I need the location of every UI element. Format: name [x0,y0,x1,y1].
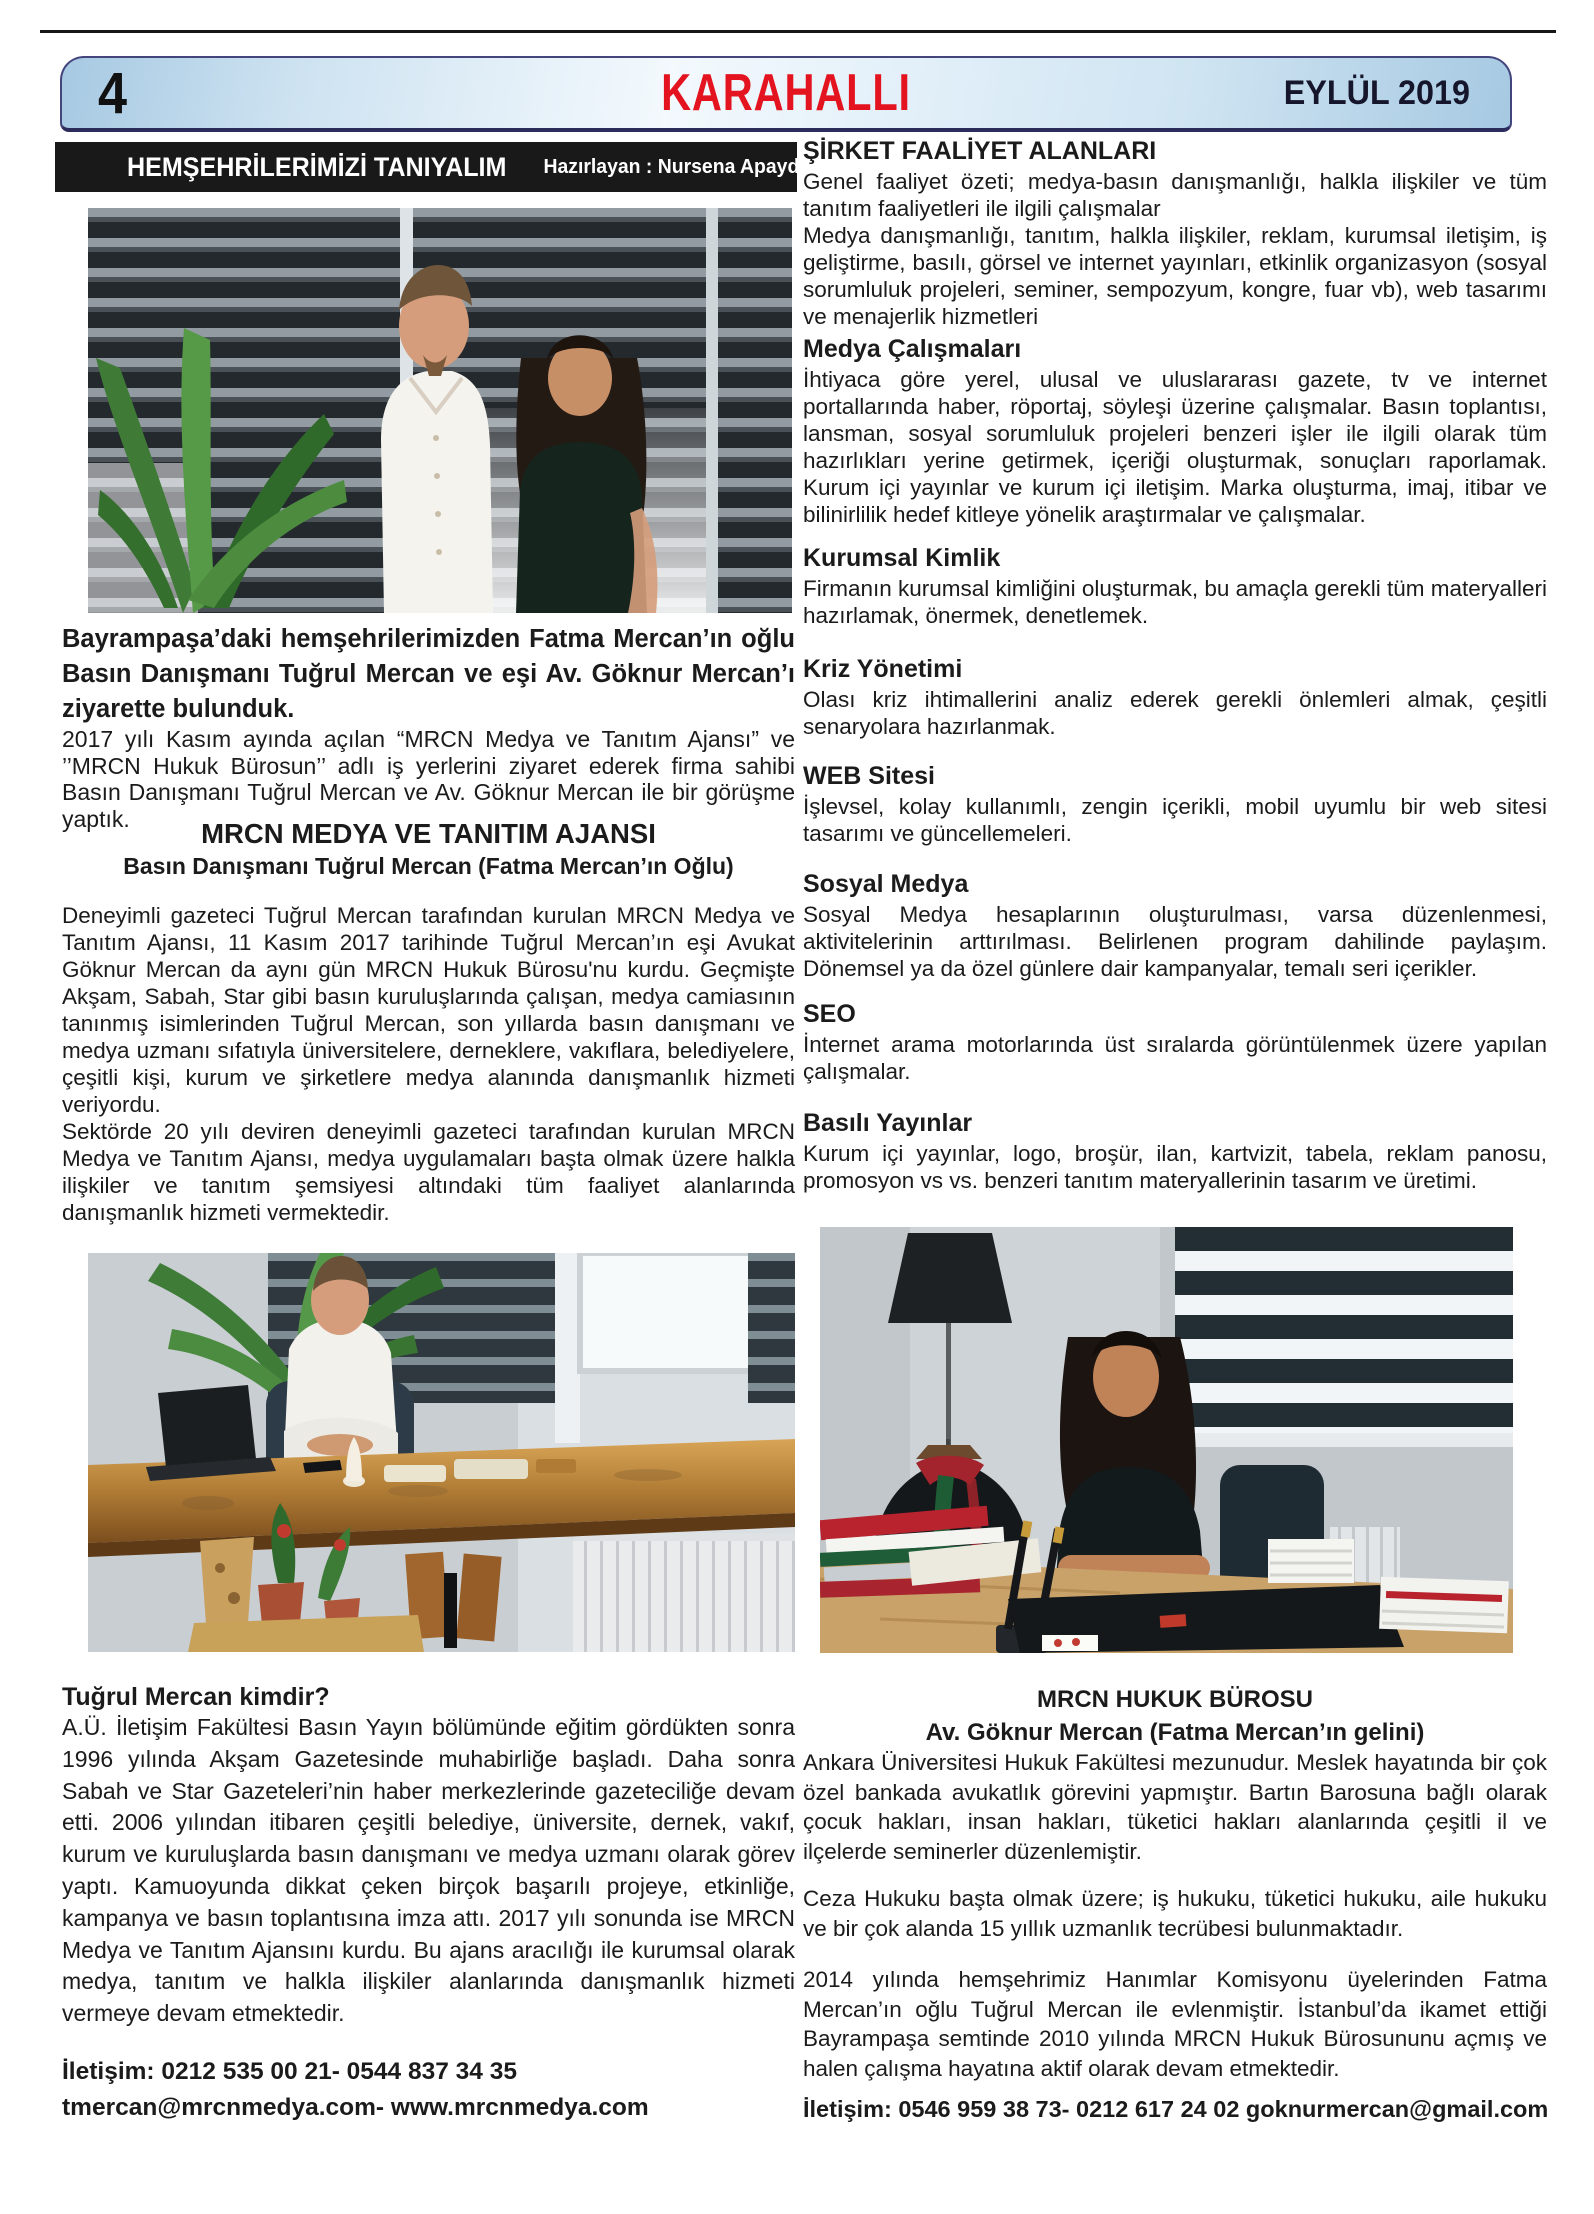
section-body: Firmanın kurumsal kimliğini oluşturmak, bu amaçla gerekli tüm materyalleri hazırlamak, önermek, denetlemek. [803,576,1547,628]
page-banner [60,56,1512,132]
photo3-caption [803,1683,1547,1749]
intro-paragraph: 2017 yılı Kasım ayında açılan “MRCN Medya ve Tanıtım Ajansı” ve ’’MRCN Hukuk Bürosun’’ adlı iş yerlerini ziyaret ederek firma sahibi Basın Danışmanı Tuğrul Mercan ve Av. Göknur Mercan ile bir görüşme yaptık. [62,726,795,832]
photo3-caption-line1: MRCN HUKUK BÜROSU [1037,1686,1313,1713]
section-bar [55,142,817,192]
section-body: İşlevsel, kolay kullanımlı, zengin içerikli, mobil uyumlu bir web sitesi tasarımı ve güncellemeleri. [803,794,1547,846]
right-section [803,871,1547,982]
section-heading: SEO [803,1000,856,1028]
section-body: İhtiyaca göre yerel, ulusal ve uluslararası gazete, tv ve internet portallarında haber, röportaj, söyleşi üzerine çalışmalar. Basın toplantısı, lansman, sosyal sorumluluk projeleri benzeri işler ile ilgili olarak tüm hazırlıkları yerine getirmek, içeriği oluşturmak, sonuçları raporlamak. Kurum içi yayınlar ve kurum içi iletişim. Marka oluşturma, imaj, itibar ve bilinirlilik hedef kitleye yönelik araştırmalar ve çalışmalar. [803,367,1547,527]
agency-heading: MRCN MEDYA VE TANITIM AJANSI [201,818,656,849]
contact-left-phones: İletişim: 0212 535 00 21- 0544 837 34 35 [62,2058,517,2085]
section-body: İnternet arama motorlarında üst sıralarda görüntülenmek üzere yapılan çalışmalar. [803,1032,1547,1084]
hukuk-paragraph-3: 2014 yılında hemşehrimiz Hanımlar Komisyonu üyelerinden Fatma Mercan’ın oğlu Tuğrul Mercan ile evlenmiştir. İstanbul’da ikamet ettiği Bayrampaşa semtinde 2010 yılında MRCN Hukuk Bürosununu açmış ve halen çalışma hayatına aktif olarak devam etmektedir. [803,1967,1547,2081]
section-heading: Basılı Yayınlar [803,1109,973,1137]
hukuk-article [803,1748,1547,2083]
section-body: Medya danışmanlığı, tanıtım, halkla ilişkiler, reklam, kurumsal iletişim, iş geliştirme, basılı, görsel ve internet yayınları, etkinlik organizasyon (sosyal sorumluluk projeleri, seminer, sempozyum, kongre, fuar vb), web tasarımı ve menajerlik hizmetleri [803,223,1547,329]
agency-article-p2: Sektörde 20 yılı deviren deneyimli gazeteci tarafından kurulan MRCN Medya ve Tanıtım Ajansı, medya uygulamaları başta olmak üzere halkla ilişkiler ve tanıtım şemsiyesi altındaki tüm faaliyet alanlarında danışmanlık hizmeti vermektedir. [62,1119,795,1225]
section-body: Sosyal Medya hesaplarının oluşturulması, varsa düzenlenmesi, aktivitelerinin arttırılması. Belirlenen program dahilinde paylaşım. Dönemsel ya da özel günlere dair kampanyalar, temalı seri içerikler. [803,902,1547,981]
right-section [803,138,1547,330]
section-body: Genel faaliyet özeti; medya-basın danışmanlığı, halkla ilişkiler ve tüm tanıtım faaliyetleri ile ilgili çalışmalar [803,169,1547,221]
right-section [803,336,1547,528]
woman-figure [516,335,657,613]
kimdir-heading: Tuğrul Mercan kimdir? [62,1683,330,1711]
hukuk-paragraph-2: Ceza Hukuku başta olmak üzere; iş hukuku, tüketici hukuku, aile hukuku ve bir çok alanda 15 yıllık uzmanlık tecrübesi bulunmaktadır. [803,1886,1547,1941]
contact-right: İletişim: 0546 959 38 73- 0212 617 24 02 goknurmercan@gmail.com [803,2096,1549,2122]
contact-left-web: tmercan@mrcnmedya.com- www.mrcnmedya.com [62,2093,649,2121]
window-blinds [1175,1227,1513,1447]
right-section [803,1001,1547,1085]
top-rule [40,30,1556,33]
radiator [573,1537,795,1652]
section-body: Olası kriz ihtimallerini analiz ederek gerekli önlemleri almak, çeşitli senaryolara hazırlanmak. [803,687,1547,739]
section-heading: Medya Çalışmaları [803,335,1022,363]
flower-card [1042,1635,1098,1651]
agency-article-p1: Deneyimli gazeteci Tuğrul Mercan tarafından kurulan MRCN Medya ve Tanıtım Ajansı, 11 Kasım 2017 tarihinde Tuğrul Mercan’ın eşi Avukat Göknur Mercan da aynı gün MRCN Hukuk Bürosu'nu kurdu. Geçmişte Akşam, Sabah, Star gibi basın kuruluşlarında çalışan, medya camiasının tanınmış isimlerinden Tuğrul Mercan, son yıllarda basın danışmanı ve medya uzmanı sıfatıyla üniversitelere, derneklere, vakıflara, belediyelere, çeşitli kişi, kurum ve şirketlere medya alanında danışmanlık hizmeti veriyordu. [62,903,795,1117]
right-section [803,763,1547,847]
right-section [803,545,1547,629]
section-heading: ŞİRKET FAALİYET ALANLARI [803,137,1157,165]
issue-date: EYLÜL 2019 [1283,73,1470,112]
section-heading: Kurumsal Kimlik [803,544,1001,572]
section-body: Kurum içi yayınlar, logo, broşür, ilan, kartvizit, tabela, reklam panosu, promosyon vs vs. benzeri tanıtım materyallerinin tasarım ve üretimi. [803,1141,1547,1193]
page-number: 4 [98,60,128,126]
photo3-caption-line2: Av. Göknur Mercan (Fatma Mercan’ın gelini) [925,1719,1425,1746]
photo-caption: Bayrampaşa’daki hemşehrilerimizden Fatma Mercan’ın oğlu Basın Danışmanı Tuğrul Mercan ve eşi Av. Göknur Mercan’ı ziyarette bulunduk. [62,625,795,723]
agency-article [62,902,795,1226]
section-bar-byline: Hazırlayan : Nursena Apaydın [543,155,817,178]
photo-woman-desk [820,1227,1513,1653]
right-section [803,656,1547,740]
newspaper-title: KARAHALLI [661,64,911,122]
photo-man-desk [88,1253,795,1652]
kimdir-paragraph: A.Ü. İletişim Fakültesi Basın Yayın bölümünde eğitim gördükten sonra 1996 yılında Akşam Gazetesinde muhabirliğe başladı. Daha sonra Sabah ve Star Gazeteleri’nin haber merkezlerinde gazeteciliğe devam etti. 2006 yılından itibaren çeşitli belediye, üniversite, dernek, vakıf, kurum ve kuruluşlarda basın danışmanı ve medya uzmanı olarak görev yaptı. Kamuoyunda dikkat çeken birçok başarılı projeye, etkinliğe, kampanya ve basın toplantısına imza attı. 2017 yılı sonunda ise MRCN Medya ve Tanıtım Ajansını kurdu. Bu ajans aracılığı ile kurumsal olarak medya, tanıtım ve halkla ilişkiler alanlarında danışmanlık hizmeti vermeye devam etmektedir. [62,1714,795,2027]
hukuk-paragraph-1: Ankara Üniversitesi Hukuk Fakültesi mezunudur. Meslek hayatında bir çok özel bankada avukatlık görevini yapmıştır. Bartın Barosuna bağlı olarak çocuk hakları, insan hakları, tüketici hakları alanlarında çeşitli il ve ilçelerde seminerler düzenlemiştir. [803,1750,1547,1864]
section-bar-title: HEMŞEHRİLERİMİZİ TANIYALIM [127,151,507,182]
agency-subheading: Basın Danışmanı Tuğrul Mercan (Fatma Mercan’ın Oğlu) [123,853,734,879]
section-heading: Kriz Yönetimi [803,655,963,683]
section-heading: Sosyal Medya [803,870,969,898]
right-section [803,1110,1547,1194]
section-heading: WEB Sitesi [803,762,935,790]
photo-couple [88,208,792,613]
contact-left [62,2054,795,2125]
